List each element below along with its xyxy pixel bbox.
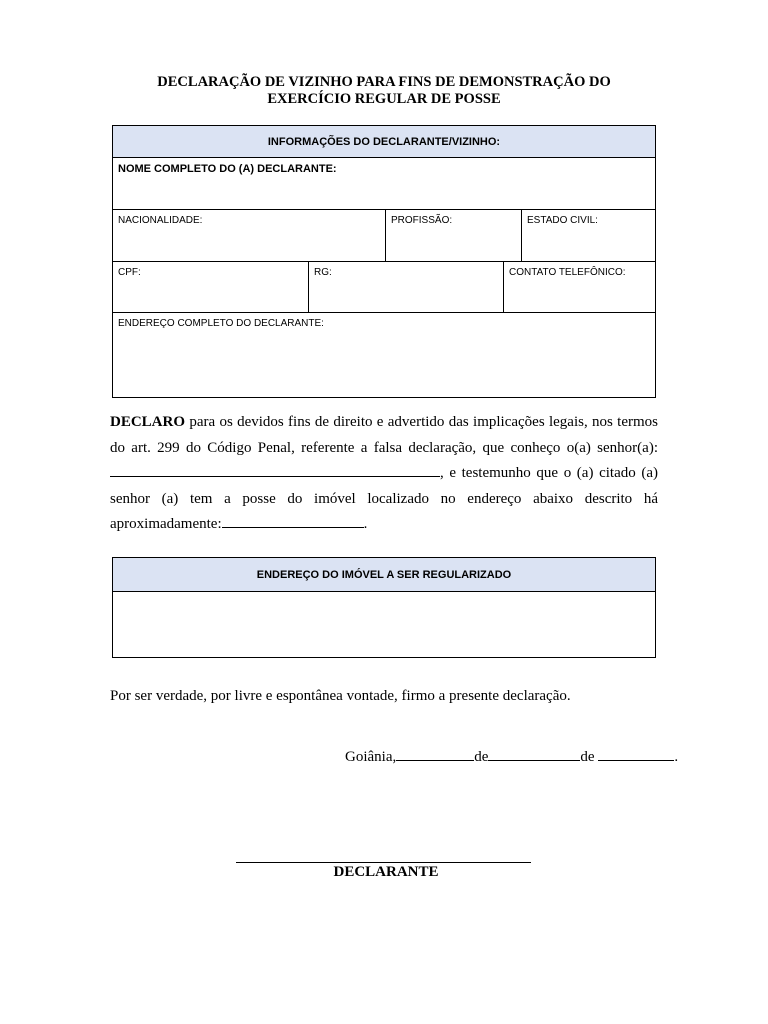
cpf-field[interactable] bbox=[113, 262, 308, 312]
phone-label: CONTATO TELEFÔNICO: bbox=[509, 267, 626, 278]
civil-status-label: ESTADO CIVIL: bbox=[527, 215, 598, 226]
city-label: Goiânia, bbox=[345, 749, 397, 765]
full-name-field[interactable] bbox=[113, 158, 655, 209]
profession-field[interactable] bbox=[385, 210, 521, 261]
signature-label: DECLARANTE bbox=[333, 864, 439, 880]
declaration-text-1: para os devidos fins de direito e advertido das implicações legais, nos termos do art. 299 do Código Penal, referente a falsa declaração, que conheço o(a) senhor(a): bbox=[110, 414, 658, 456]
declarant-info-header: INFORMAÇÕES DO DECLARANTE/VIZINHO: bbox=[113, 126, 655, 158]
closing-statement: Por ser verdade, por livre e espontânea vontade, firmo a presente declaração. bbox=[110, 688, 571, 704]
cpf-label: CPF: bbox=[118, 267, 141, 278]
declaration-text-2: , e testemunho que o (a) citado (a) senhor (a) tem a posse do imóvel localizado no endereço abaixo descrito há aproximadamente: bbox=[110, 465, 658, 532]
profession-label: PROFISSÃO: bbox=[391, 215, 453, 226]
year-blank[interactable] bbox=[598, 746, 674, 761]
date-line bbox=[345, 746, 678, 766]
title-line-2: EXERCÍCIO REGULAR DE POSSE bbox=[267, 91, 501, 107]
declarant-info-box bbox=[112, 125, 656, 398]
declaration-lead: DECLARO bbox=[110, 414, 186, 430]
rg-field[interactable] bbox=[308, 262, 503, 312]
day-blank[interactable] bbox=[396, 746, 474, 761]
address-label: ENDEREÇO COMPLETO DO DECLARANTE: bbox=[118, 318, 324, 329]
document-title bbox=[110, 74, 658, 108]
date-de-2: de bbox=[580, 749, 595, 765]
address-field[interactable] bbox=[113, 313, 655, 397]
property-address-box bbox=[112, 557, 656, 658]
civil-status-field[interactable] bbox=[521, 210, 655, 261]
property-address-field[interactable] bbox=[113, 592, 655, 657]
phone-field[interactable] bbox=[503, 262, 655, 312]
month-blank[interactable] bbox=[488, 746, 580, 761]
rg-label: RG: bbox=[314, 267, 332, 278]
date-de-1: de bbox=[474, 749, 489, 765]
title-line-1: DECLARAÇÃO DE VIZINHO PARA FINS DE DEMONSTRAÇÃO DO bbox=[157, 74, 611, 90]
property-address-header: ENDEREÇO DO IMÓVEL A SER REGULARIZADO bbox=[113, 558, 655, 592]
nationality-field[interactable] bbox=[113, 210, 385, 261]
signature-line[interactable] bbox=[236, 862, 531, 863]
full-name-label: NOME COMPLETO DO (A) DECLARANTE: bbox=[118, 163, 337, 175]
nationality-label: NACIONALIDADE: bbox=[118, 215, 203, 226]
declaration-text-3: . bbox=[363, 516, 368, 532]
person-name-blank[interactable] bbox=[110, 462, 440, 477]
date-end: . bbox=[674, 749, 679, 765]
duration-blank[interactable] bbox=[222, 513, 364, 528]
declaration-paragraph bbox=[110, 410, 658, 538]
